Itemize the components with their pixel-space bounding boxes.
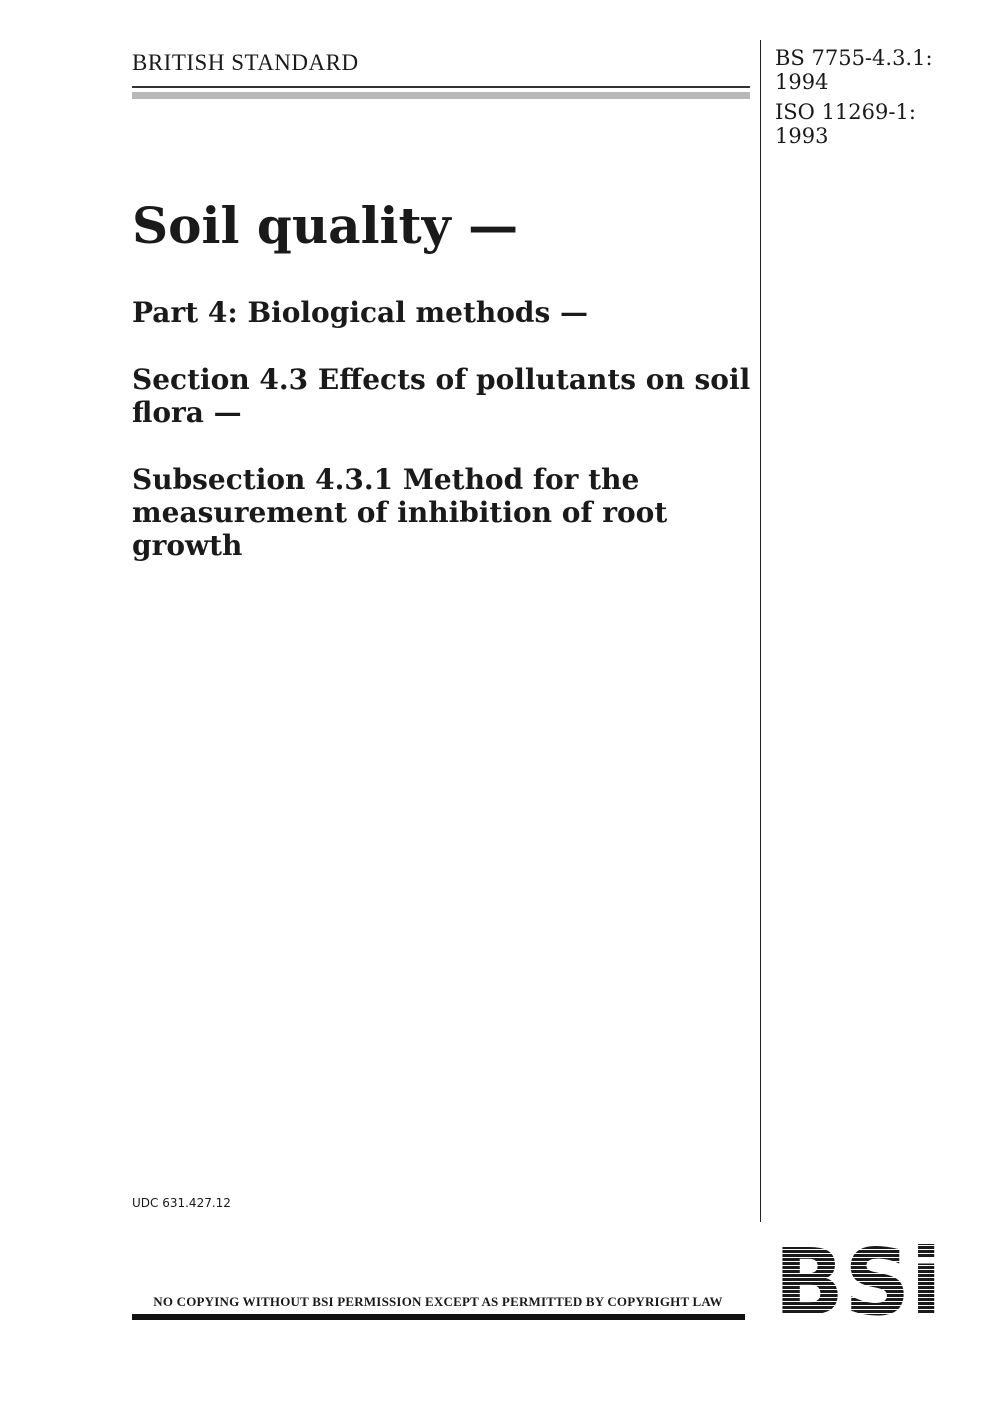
- bs-reference: [775, 46, 933, 94]
- copyright-notice: NO COPYING WITHOUT BSI PERMISSION EXCEPT AS PERMITTED BY COPYRIGHT LAW: [153, 1294, 723, 1309]
- column-divider: [760, 40, 761, 1222]
- bsi-logo: [770, 1242, 946, 1320]
- document-title: Soil quality —: [132, 196, 519, 255]
- standard-type-label: BRITISH STANDARD: [132, 50, 359, 75]
- iso-number: ISO 11269-1:: [775, 100, 916, 124]
- subsection-title: Subsection 4.3.1 Method for the measurement of inhibition of root growth: [132, 463, 668, 562]
- header-rule-thin: [132, 86, 750, 88]
- reference-block: [775, 46, 933, 154]
- part-title: Part 4: Biological methods —: [132, 296, 589, 329]
- bs-year: 1994: [775, 70, 829, 94]
- section-title: Section 4.3 Effects of pollutants on soil flora —: [132, 363, 751, 429]
- bs-number: BS 7755-4.3.1:: [775, 46, 933, 70]
- udc-code: UDC 631.427.12: [132, 1196, 231, 1210]
- iso-reference: [775, 100, 933, 148]
- header-rule-thick: [132, 92, 750, 99]
- iso-year: 1993: [775, 124, 829, 148]
- footer-rule: [132, 1314, 745, 1320]
